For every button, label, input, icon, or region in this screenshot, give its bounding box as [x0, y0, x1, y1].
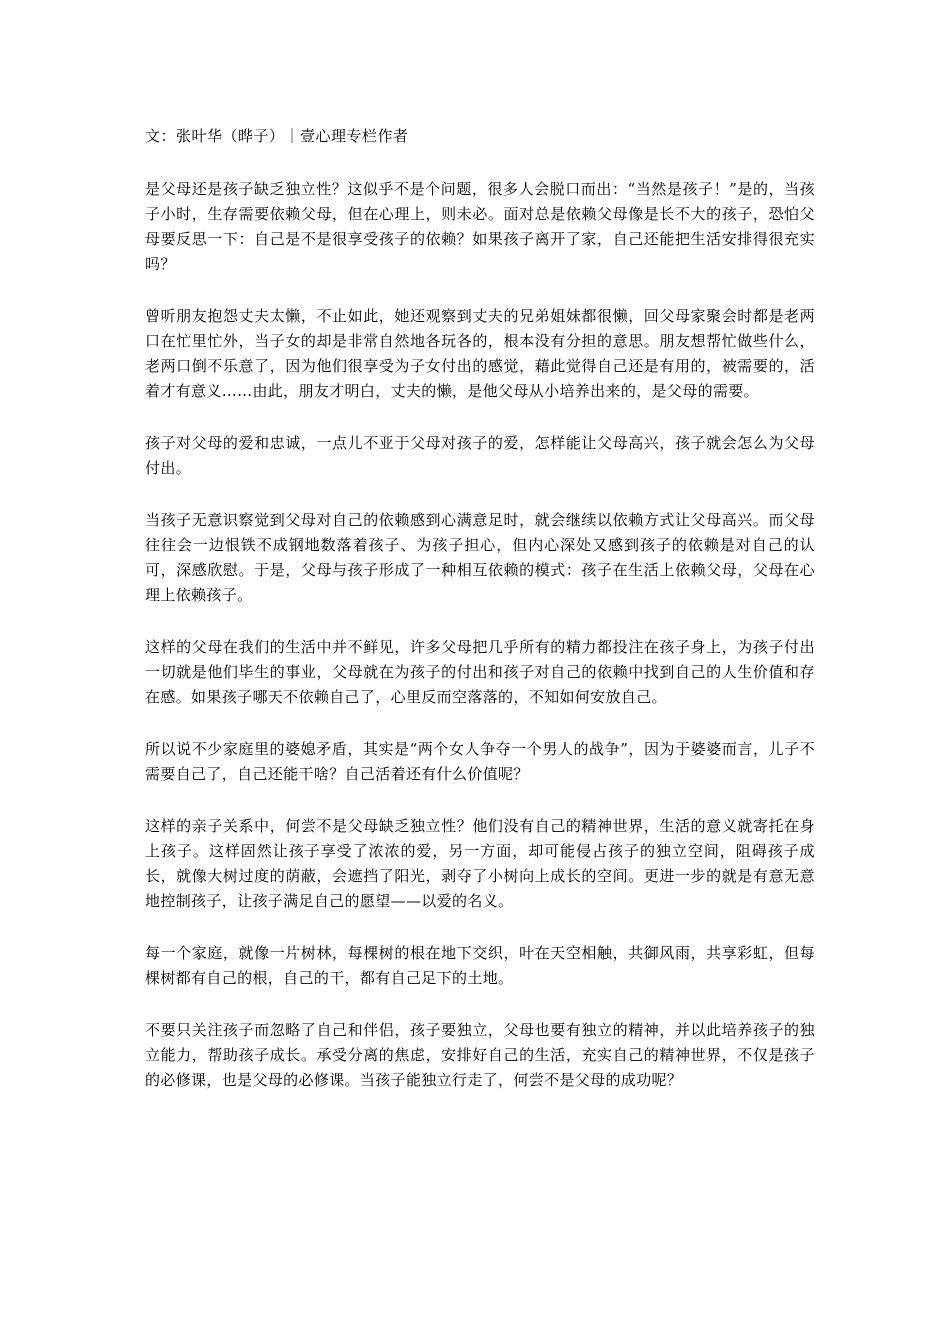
paragraph-8: 每一个家庭，就像一片树林，每棵树的根在地下交织，叶在天空相触，共御风雨，共享彩虹，但每棵树都有自己的根，自己的干，都有自己足下的土地。 [145, 944, 815, 987]
paragraph-2: 曾听朋友抱怨丈夫太懒，不止如此，她还观察到丈夫的兄弟姐妹都很懒，回父母家聚会时都是老两口在忙里忙外，当子女的却是非常自然地各玩各的，根本没有分担的意思。朋友想帮忙做些什么，老两口倒不乐意了，因为他们很享受为子女付出的感觉，藉此觉得自己还是有用的，被需要的，活着才有意义……由此，朋友才明白，丈夫的懒，是他父母从小培养出来的，是父母的需要。 [145, 307, 815, 400]
paragraph-6: 所以说不少家庭里的婆媳矛盾，其实是“两个女人争夺一个男人的战争”，因为于婆婆而言，儿子不需要自己了，自己还能干啥？自己活着还有什么价值呢？ [145, 740, 815, 783]
paragraph-4: 当孩子无意识察觉到父母对自己的依赖感到心满意足时，就会继续以依赖方式让父母高兴。而父母往往会一边恨铁不成钢地数落着孩子、为孩子担心，但内心深处又感到孩子的依赖是对自己的认可，深感欣慰。于是，父母与孩子形成了一种相互依赖的模式：孩子在生活上依赖父母，父母在心理上依赖孩子。 [145, 511, 815, 604]
document-page [145, 124, 815, 1120]
paragraph-7: 这样的亲子关系中，何尝不是父母缺乏独立性？他们没有自己的精神世界，生活的意义就寄托在身上孩子。这样固然让孩子享受了浓浓的爱，另一方面，却可能侵占孩子的独立空间，阻碍孩子成长，就像大树过度的荫蔽，会遮挡了阳光，剥夺了小树向上成长的空间。更进一步的就是有意无意地控制孩子，让孩子满足自己的愿望——以爱的名义。 [145, 817, 815, 910]
paragraph-3: 孩子对父母的爱和忠诚，一点儿不亚于父母对孩子的爱，怎样能让父母高兴，孩子就会怎么为父母付出。 [145, 434, 815, 477]
paragraph-9: 不要只关注孩子而忽略了自己和伴侣，孩子要独立，父母也要有独立的精神，并以此培养孩子的独立能力，帮助孩子成长。承受分离的焦虑，安排好自己的生活，充实自己的精神世界，不仅是孩子的必修课，也是父母的必修课。当孩子能独立行走了，何尝不是父母的成功呢？ [145, 1021, 815, 1089]
paragraph-1: 是父母还是孩子缺乏独立性？这似乎不是个问题，很多人会脱口而出：“当然是孩子！”是的，当孩子小时，生存需要依赖父母，但在心理上，则未必。面对总是依赖父母像是长不大的孩子，恐怕父母要反思一下：自己是不是很享受孩子的依赖？如果孩子离开了家，自己还能把生活安排得很充实吗？ [145, 180, 815, 273]
author-byline: 文：张叶华（晔子）｜壹心理专栏作者 [145, 127, 409, 145]
paragraph-5: 这样的父母在我们的生活中并不鲜见，许多父母把几乎所有的精力都投注在孩子身上，为孩子付出一切就是他们毕生的事业，父母就在为孩子的付出和孩子对自己的依赖中找到自己的人生价值和存在感。如果孩子哪天不依赖自己了，心里反而空落落的，不知如何安放自己。 [145, 638, 815, 706]
